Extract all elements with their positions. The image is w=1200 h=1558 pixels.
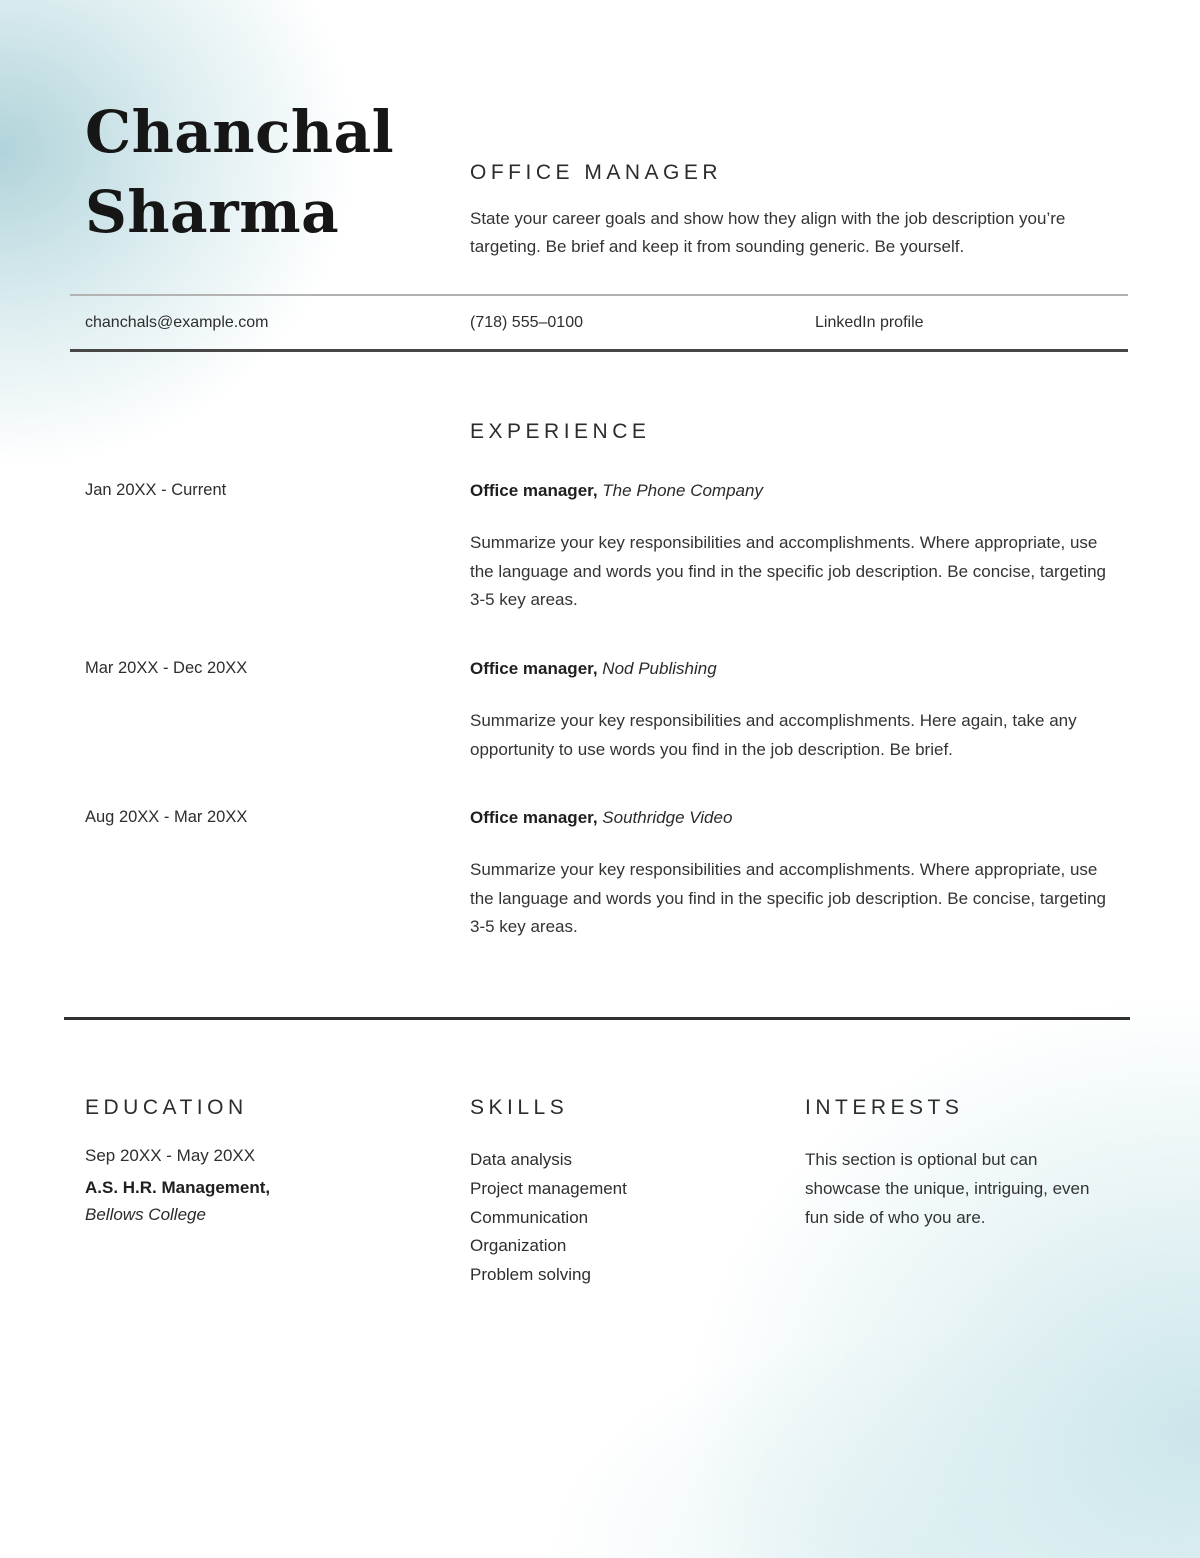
skills-heading: SKILLS (470, 1096, 569, 1119)
skill-item: Project management (470, 1178, 627, 1198)
job-title: Office manager, (470, 808, 598, 827)
education-dates: Sep 20XX - May 20XX (85, 1146, 256, 1165)
experience-entry-dates: Aug 20XX - Mar 20XX (85, 808, 248, 826)
divider-dark-top (70, 349, 1128, 352)
person-name (85, 92, 394, 252)
job-title: Office manager, (470, 659, 598, 678)
interests-text: This section is optional but can showcase the unique, intriguing, even fun side of who you are. (805, 1150, 1090, 1227)
person-name-line1: Chanchal (85, 98, 395, 166)
role-title: OFFICE MANAGER (470, 161, 723, 184)
skill-item: Problem solving (470, 1265, 591, 1285)
experience-entry-dates: Jan 20XX - Current (85, 481, 227, 499)
experience-entry-description: Summarize your key responsibilities and accomplishments. Here again, take any opportunity to use words you find in the job description. Be brief. (470, 711, 1077, 759)
divider-light-top (70, 294, 1128, 296)
divider-dark-middle (64, 1017, 1130, 1020)
education-heading: EDUCATION (85, 1096, 248, 1119)
experience-entry-title (470, 481, 763, 501)
contact-phone: (718) 555–0100 (470, 314, 583, 331)
experience-entry-description: Summarize your key responsibilities and accomplishments. Where appropriate, use the language and words you find in the specific job description. Be concise, targeting 3-5 key areas. (470, 860, 1107, 936)
education-school: Bellows College (85, 1205, 206, 1224)
contact-linkedin-link[interactable]: LinkedIn profile (815, 314, 924, 331)
skills-list (470, 1146, 627, 1290)
company-name: The Phone Company (602, 481, 763, 500)
experience-entry-description: Summarize your key responsibilities and accomplishments. Where appropriate, use the language and words you find in the specific job description. Be concise, targeting 3-5 key areas. (470, 533, 1107, 609)
experience-heading: EXPERIENCE (470, 420, 651, 443)
education-degree: A.S. H.R. Management, (85, 1178, 271, 1197)
experience-entry-dates: Mar 20XX - Dec 20XX (85, 659, 248, 677)
contact-email[interactable]: chanchals@example.com (85, 314, 269, 331)
person-name-line2: Sharma (85, 178, 340, 246)
company-name: Southridge Video (602, 808, 733, 827)
career-summary: State your career goals and show how they align with the job description you’re targeting. Be brief and keep it from sounding generic. Be yourself. (470, 209, 1066, 256)
skill-item: Communication (470, 1207, 589, 1227)
skill-item: Data analysis (470, 1150, 573, 1169)
job-title: Office manager, (470, 481, 598, 500)
experience-entry-title (470, 808, 732, 828)
experience-entry-title (470, 659, 717, 679)
company-name: Nod Publishing (602, 659, 717, 678)
interests-heading: INTERESTS (805, 1096, 964, 1119)
skill-item: Organization (470, 1236, 567, 1256)
